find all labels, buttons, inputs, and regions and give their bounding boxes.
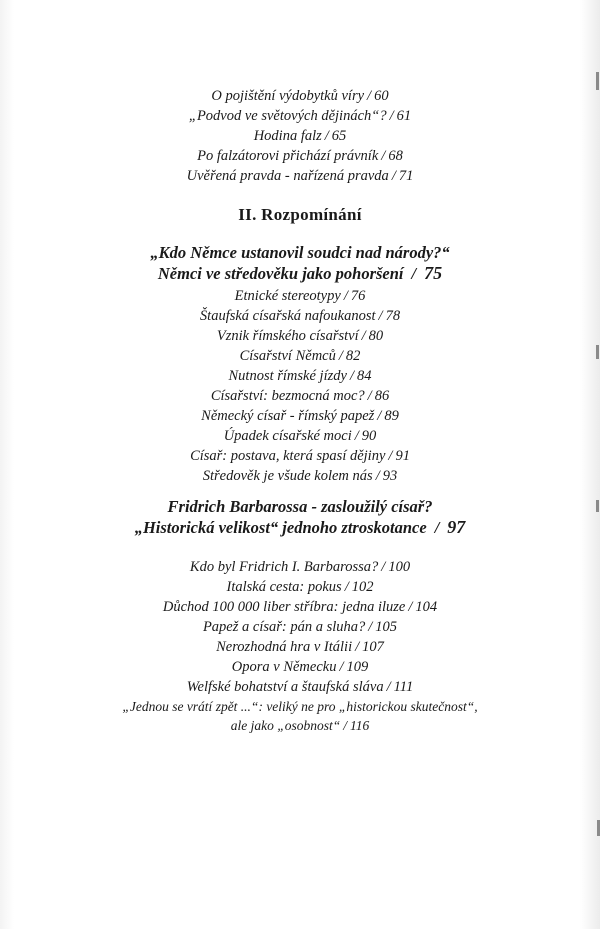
- toc-entry: Nutnost římské jízdy / 84: [228, 368, 372, 384]
- chapter-2: [0, 496, 600, 538]
- chapter-title-line-2: Němci ve středověku jako pohoršení / 75: [157, 263, 443, 283]
- toc-entry: Opora v Německu / 109: [231, 659, 369, 675]
- toc-entry: Welfské bohatství a štaufská sláva / 111: [186, 679, 414, 695]
- toc-entry-continuation: ale jako „osobnost“ / 116: [230, 718, 370, 733]
- chapter-title-line-2: „Historická velikost“ jednoho ztroskotance / 97: [134, 517, 466, 537]
- chapter-title-line-1: Fridrich Barbarossa - zasloužilý císař?: [167, 497, 433, 516]
- toc-entry: Po falzátorovi přichází právník / 68: [197, 148, 403, 164]
- chapter-title-line-1: „Kdo Němce ustanovil soudci nad národy?“: [150, 243, 450, 262]
- chapter-1: [0, 242, 600, 284]
- toc-entry: Papež a císař: pán a sluha? / 105: [202, 619, 398, 635]
- toc-entry: Císařství: bezmocná moc? / 86: [210, 388, 390, 404]
- toc-entry: Německý císař - římský papež / 89: [201, 408, 399, 424]
- chapter-page-number: 97: [447, 517, 466, 537]
- scan-edge-mark: [596, 72, 599, 90]
- scan-edge-mark: [596, 500, 599, 512]
- chapter-2-entries: [0, 557, 600, 735]
- toc-entry: Vznik římského císařství / 80: [216, 328, 384, 344]
- toc-entry: Štaufská císařská nafoukanost / 78: [199, 308, 401, 324]
- chapter-1-entries: [0, 286, 600, 486]
- toc-entry: Úpadek císařské moci / 90: [223, 428, 377, 444]
- toc-entry: Uvěřená pravda - nařízená pravda / 71: [186, 168, 414, 184]
- chapter-page-number: 75: [424, 263, 443, 283]
- toc-entry: O pojištění výdobytků víry / 60: [211, 88, 389, 104]
- toc-entry: Hodina falz / 65: [253, 128, 347, 144]
- toc-entry: Nerozhodná hra v Itálii / 107: [216, 639, 384, 655]
- toc-entry: Italská cesta: pokus / 102: [226, 579, 374, 595]
- toc-entry: Kdo byl Fridrich I. Barbarossa? / 100: [189, 559, 411, 575]
- toc-entry: Středověk je všude kolem nás / 93: [202, 468, 398, 484]
- toc-entry: Etnické stereotypy / 76: [234, 288, 366, 304]
- toc-block-1: [0, 86, 600, 186]
- toc-entry-multiline: „Jednou se vrátí zpět ...“: veliký ne pro „historickou skutečnost“,: [122, 699, 478, 714]
- toc-entry: Císař: postava, která spasí dějiny / 91: [190, 448, 410, 464]
- scan-edge-mark: [596, 345, 599, 359]
- toc-entry: Císařství Němců / 82: [239, 348, 361, 364]
- section-heading: II. Rozpomínání: [238, 205, 362, 224]
- toc-entry: „Podvod ve světových dějinách“? / 61: [188, 108, 412, 124]
- toc-entry: Důchod 100 000 liber stříbra: jedna iluze / 104: [162, 599, 438, 615]
